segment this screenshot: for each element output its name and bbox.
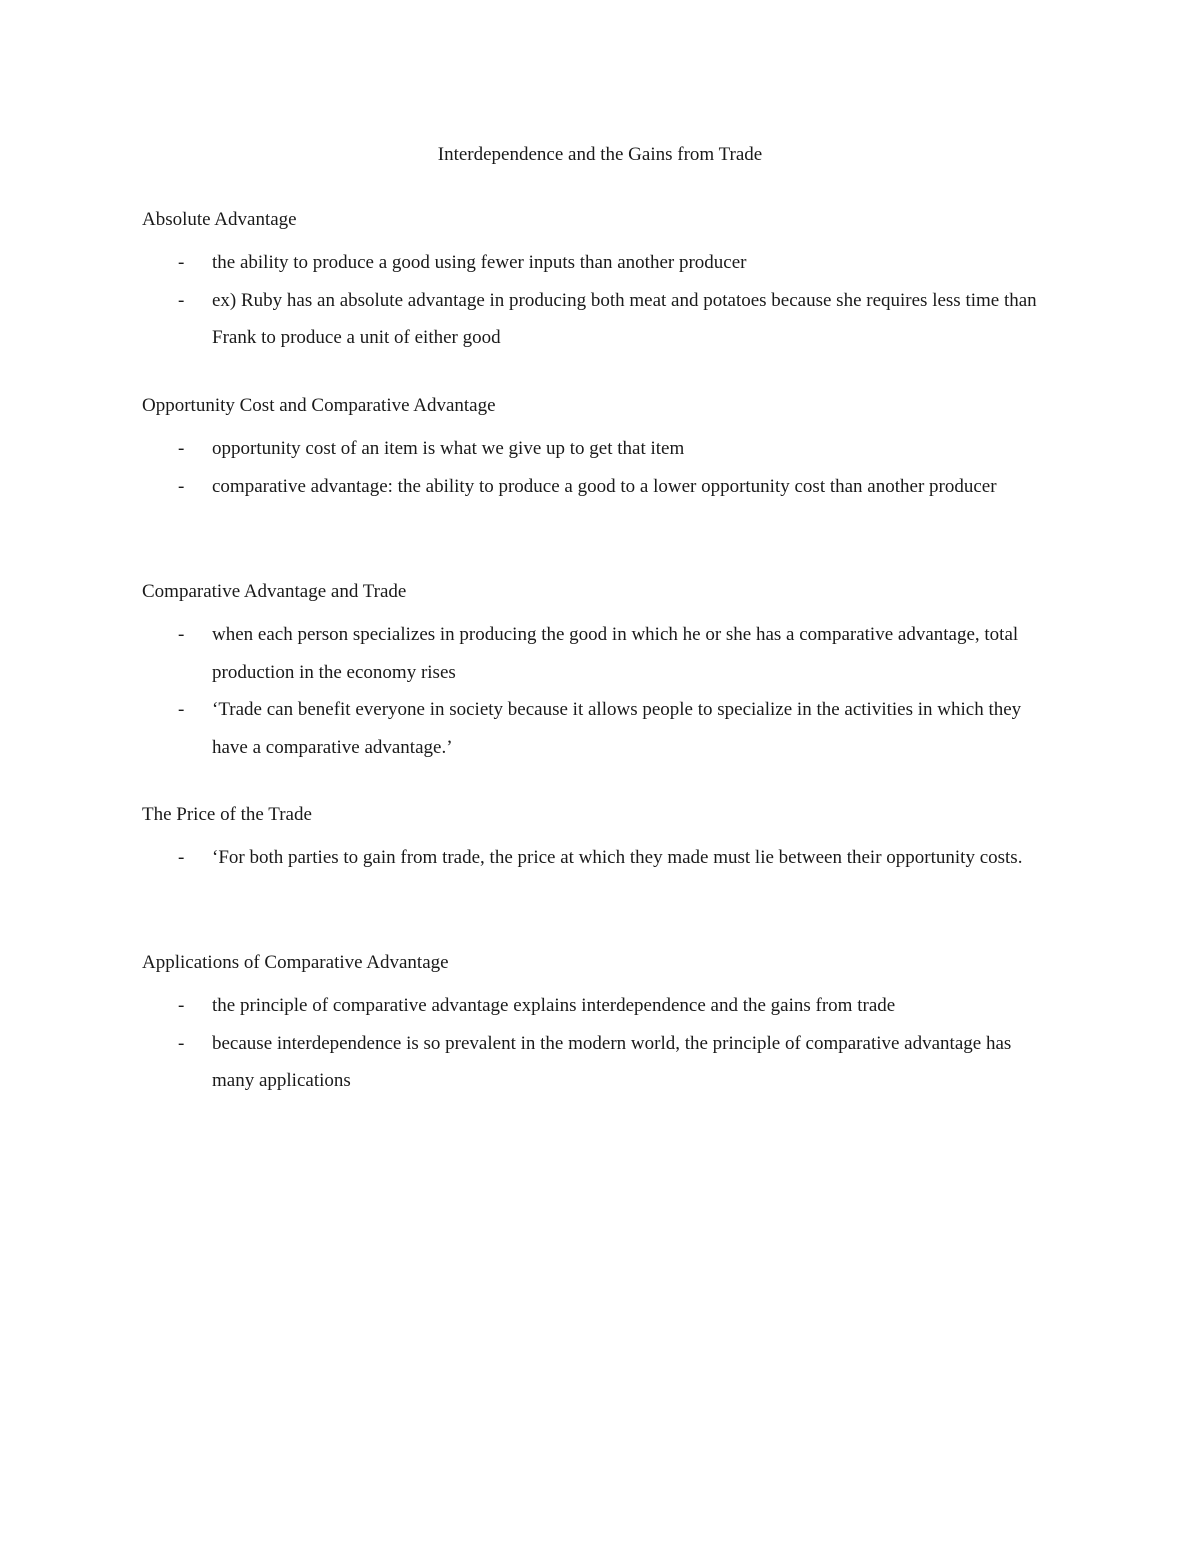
section-heading: Applications of Comparative Advantage [142,952,449,973]
list-item [142,468,1042,506]
bullet-text: ‘Trade can benefit everyone in society because it allows people to specialize in the activities in which they have a comparative advantage.’ [212,699,1022,758]
bullet-dash: - [178,438,185,459]
bullet-text: the principle of comparative advantage explains interdependence and the gains from trade [212,995,896,1016]
bullet-dash: - [178,475,185,497]
section-heading: The Price of the Trade [142,804,312,825]
list-item [142,430,1042,468]
section-comparative-advantage-trade [142,579,1042,766]
bullet-dash: - [178,624,185,645]
section-heading: Opportunity Cost and Comparative Advantage [142,395,496,416]
section-heading: Comparative Advantage and Trade [142,581,407,602]
list-item [142,691,1042,766]
bullet-text: the ability to produce a good using fewer inputs than another producer [212,252,747,273]
section-opportunity-cost [142,393,1042,505]
list-item [142,244,1042,282]
bullet-text: when each person specializes in producing the good in which he or she has a comparative advantage, total production in the economy rises [212,624,1019,683]
bullet-text: ‘For both parties to gain from trade, the price at which they made must lie between their opportunity costs. [212,847,1023,868]
bullet-dash: - [178,699,185,720]
list-item [142,616,1042,691]
bullet-list [142,244,1042,357]
section-heading: Absolute Advantage [142,209,297,230]
list-item [142,1025,1042,1100]
bullet-dash: - [178,995,185,1016]
bullet-list [142,987,1042,1100]
bullet-list [142,839,1042,877]
document-title: Interdependence and the Gains from Trade [437,144,763,165]
bullet-list [142,616,1042,766]
bullet-dash: - [178,1032,185,1054]
list-item [142,839,1042,877]
section-price-of-trade [142,802,1042,877]
list-item [142,987,1042,1025]
bullet-dash: - [178,289,185,311]
bullet-text: ex) Ruby has an absolute advantage in producing both meat and potatoes because she requires less time than Frank to produce a unit of either good [212,289,1037,348]
bullet-dash: - [178,847,185,868]
section-applications [142,950,1042,1100]
section-absolute-advantage [142,207,1042,357]
bullet-text: opportunity cost of an item is what we give up to get that item [212,438,685,459]
list-item [142,282,1042,357]
bullet-dash: - [178,252,185,273]
bullet-text: because interdependence is so prevalent in the modern world, the principle of comparative advantage has many applications [212,1032,1012,1091]
bullet-text: comparative advantage: the ability to produce a good to a lower opportunity cost than another producer [212,475,997,497]
bullet-list [142,430,1042,505]
